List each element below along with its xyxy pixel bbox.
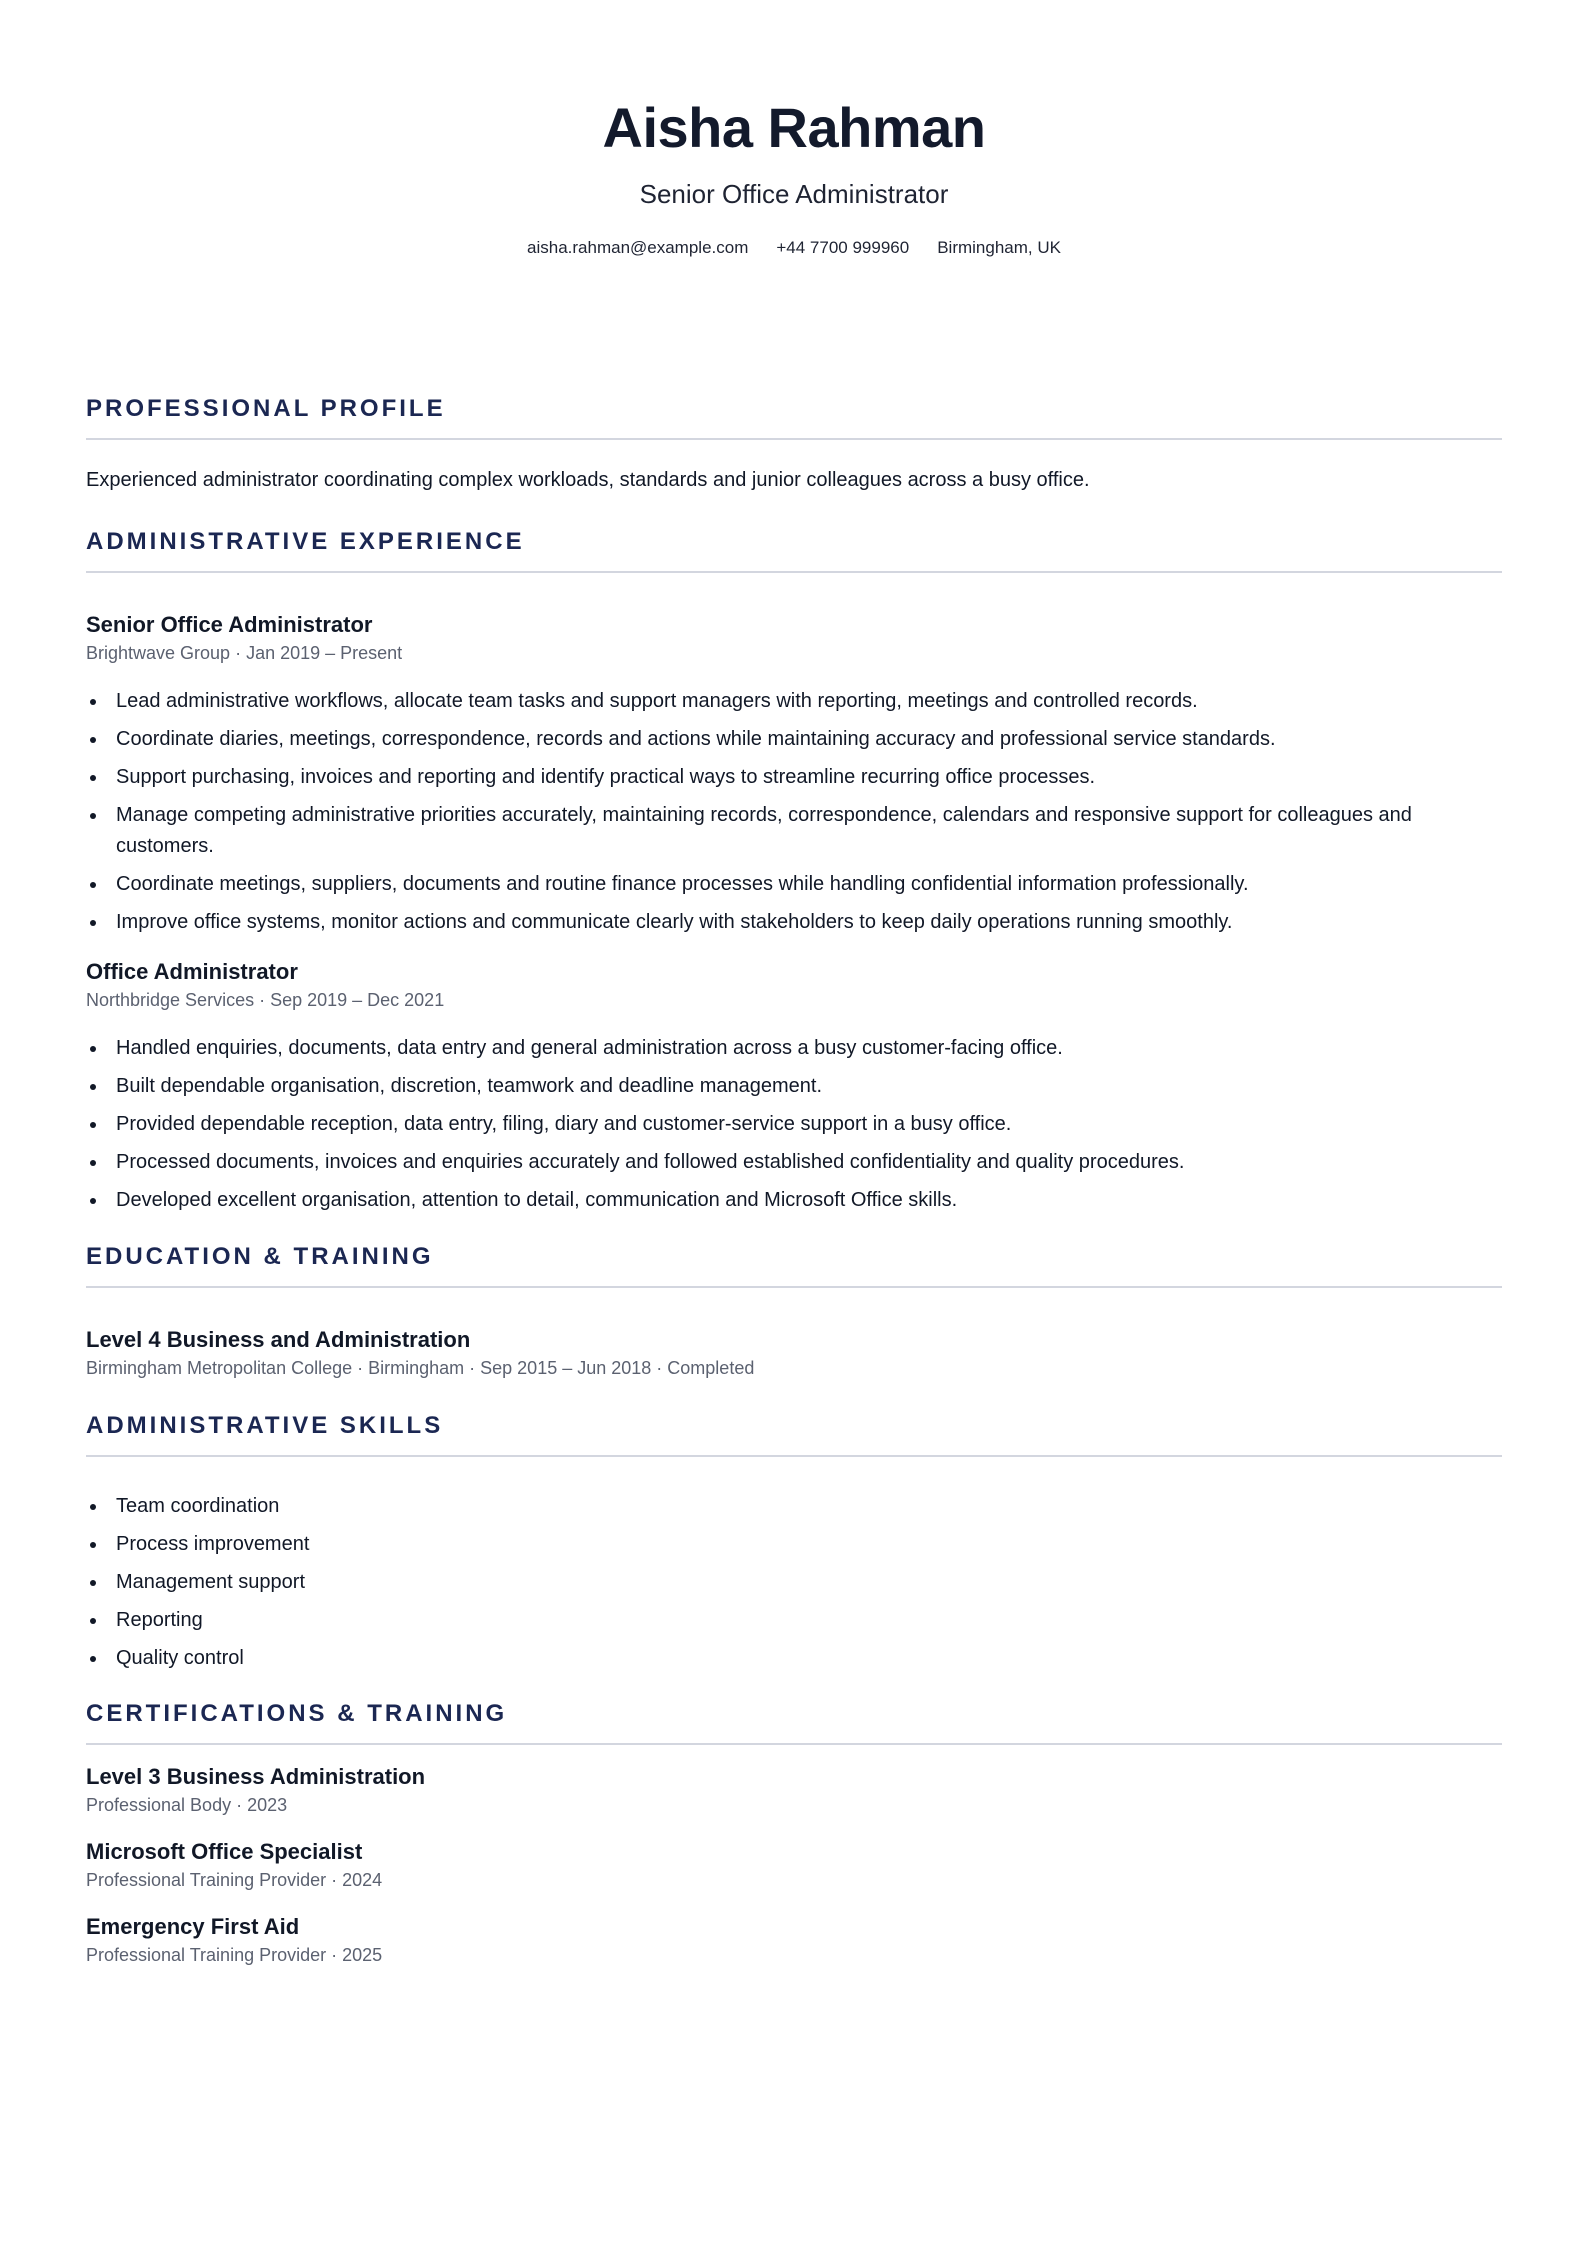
job-bullets — [86, 1033, 1502, 1216]
skill-item: Quality control — [116, 1643, 1502, 1674]
certification-name: Level 3 Business Administration — [86, 1764, 426, 1789]
skills-section — [86, 1411, 1502, 1674]
profile-summary: Experienced administrator coordinating complex workloads, standards and junior colleagues across a busy office. — [86, 469, 1090, 491]
job-bullets — [86, 686, 1502, 938]
job-bullet: Support purchasing, invoices and reporting and identify practical ways to streamline recurring office processes. — [116, 762, 1502, 793]
skills-list — [86, 1491, 1502, 1674]
contact-line — [86, 238, 1502, 258]
contact-location: Birmingham, UK — [937, 238, 1061, 257]
certification-name: Microsoft Office Specialist — [86, 1839, 363, 1864]
certification-entry — [86, 1913, 1502, 1968]
job-meta: Brightwave Group · Jan 2019 – Present — [86, 643, 403, 663]
section-title-certifications: CERTIFICATIONS & TRAINING — [86, 1699, 1502, 1745]
certification-name: Emergency First Aid — [86, 1914, 300, 1939]
section-title-experience: ADMINISTRATIVE EXPERIENCE — [86, 527, 1502, 573]
job-bullet: Provided dependable reception, data entry, filing, diary and customer-service support in a busy office. — [116, 1109, 1502, 1140]
skill-item: Process improvement — [116, 1529, 1502, 1560]
certification-entry — [86, 1838, 1502, 1893]
job-entry — [86, 958, 1502, 1216]
education-entry — [86, 1326, 1502, 1381]
certifications-section — [86, 1699, 1502, 1968]
job-role: Senior Office Administrator — [86, 612, 373, 637]
profile-section — [86, 394, 1502, 494]
section-title-profile: PROFESSIONAL PROFILE — [86, 394, 1502, 440]
certification-meta: Professional Training Provider · 2024 — [86, 1870, 383, 1890]
job-role: Office Administrator — [86, 959, 298, 984]
certification-meta: Professional Body · 2023 — [86, 1795, 288, 1815]
section-title-education: EDUCATION & TRAINING — [86, 1242, 1502, 1288]
education-meta: Birmingham Metropolitan College · Birmingham · Sep 2015 – Jun 2018 · Completed — [86, 1358, 755, 1378]
job-entry — [86, 611, 1502, 938]
job-bullet: Developed excellent organisation, attention to detail, communication and Microsoft Office skills. — [116, 1185, 1502, 1216]
job-bullet: Lead administrative workflows, allocate team tasks and support managers with reporting, meetings and controlled records. — [116, 686, 1502, 717]
contact-email: aisha.rahman@example.com — [527, 238, 749, 257]
job-bullet: Built dependable organisation, discretion, teamwork and deadline management. — [116, 1071, 1502, 1102]
section-title-skills: ADMINISTRATIVE SKILLS — [86, 1411, 1502, 1457]
education-section — [86, 1242, 1502, 1381]
experience-section — [86, 527, 1502, 1216]
job-bullet: Processed documents, invoices and enquiries accurately and followed established confidentiality and quality procedures. — [116, 1147, 1502, 1178]
candidate-headline: Senior Office Administrator — [639, 179, 949, 209]
job-bullet: Coordinate diaries, meetings, correspondence, records and actions while maintaining accuracy and professional service standards. — [116, 724, 1502, 755]
education-qualification: Level 4 Business and Administration — [86, 1327, 471, 1352]
candidate-name: Aisha Rahman — [602, 96, 986, 159]
skill-item: Management support — [116, 1567, 1502, 1598]
job-bullet: Improve office systems, monitor actions and communicate clearly with stakeholders to keep daily operations running smoothly. — [116, 907, 1502, 938]
resume-header — [86, 0, 1502, 258]
skill-item: Reporting — [116, 1605, 1502, 1636]
certification-meta: Professional Training Provider · 2025 — [86, 1945, 383, 1965]
skill-item: Team coordination — [116, 1491, 1502, 1522]
job-meta: Northbridge Services · Sep 2019 – Dec 2021 — [86, 990, 445, 1010]
job-bullet: Manage competing administrative priorities accurately, maintaining records, correspondence, calendars and responsive support for colleagues and customers. — [116, 800, 1502, 862]
contact-phone: +44 7700 999960 — [776, 238, 910, 257]
job-bullet: Handled enquiries, documents, data entry and general administration across a busy customer-facing office. — [116, 1033, 1502, 1064]
job-bullet: Coordinate meetings, suppliers, documents and routine finance processes while handling confidential information professionally. — [116, 869, 1502, 900]
certification-entry — [86, 1763, 1502, 1818]
